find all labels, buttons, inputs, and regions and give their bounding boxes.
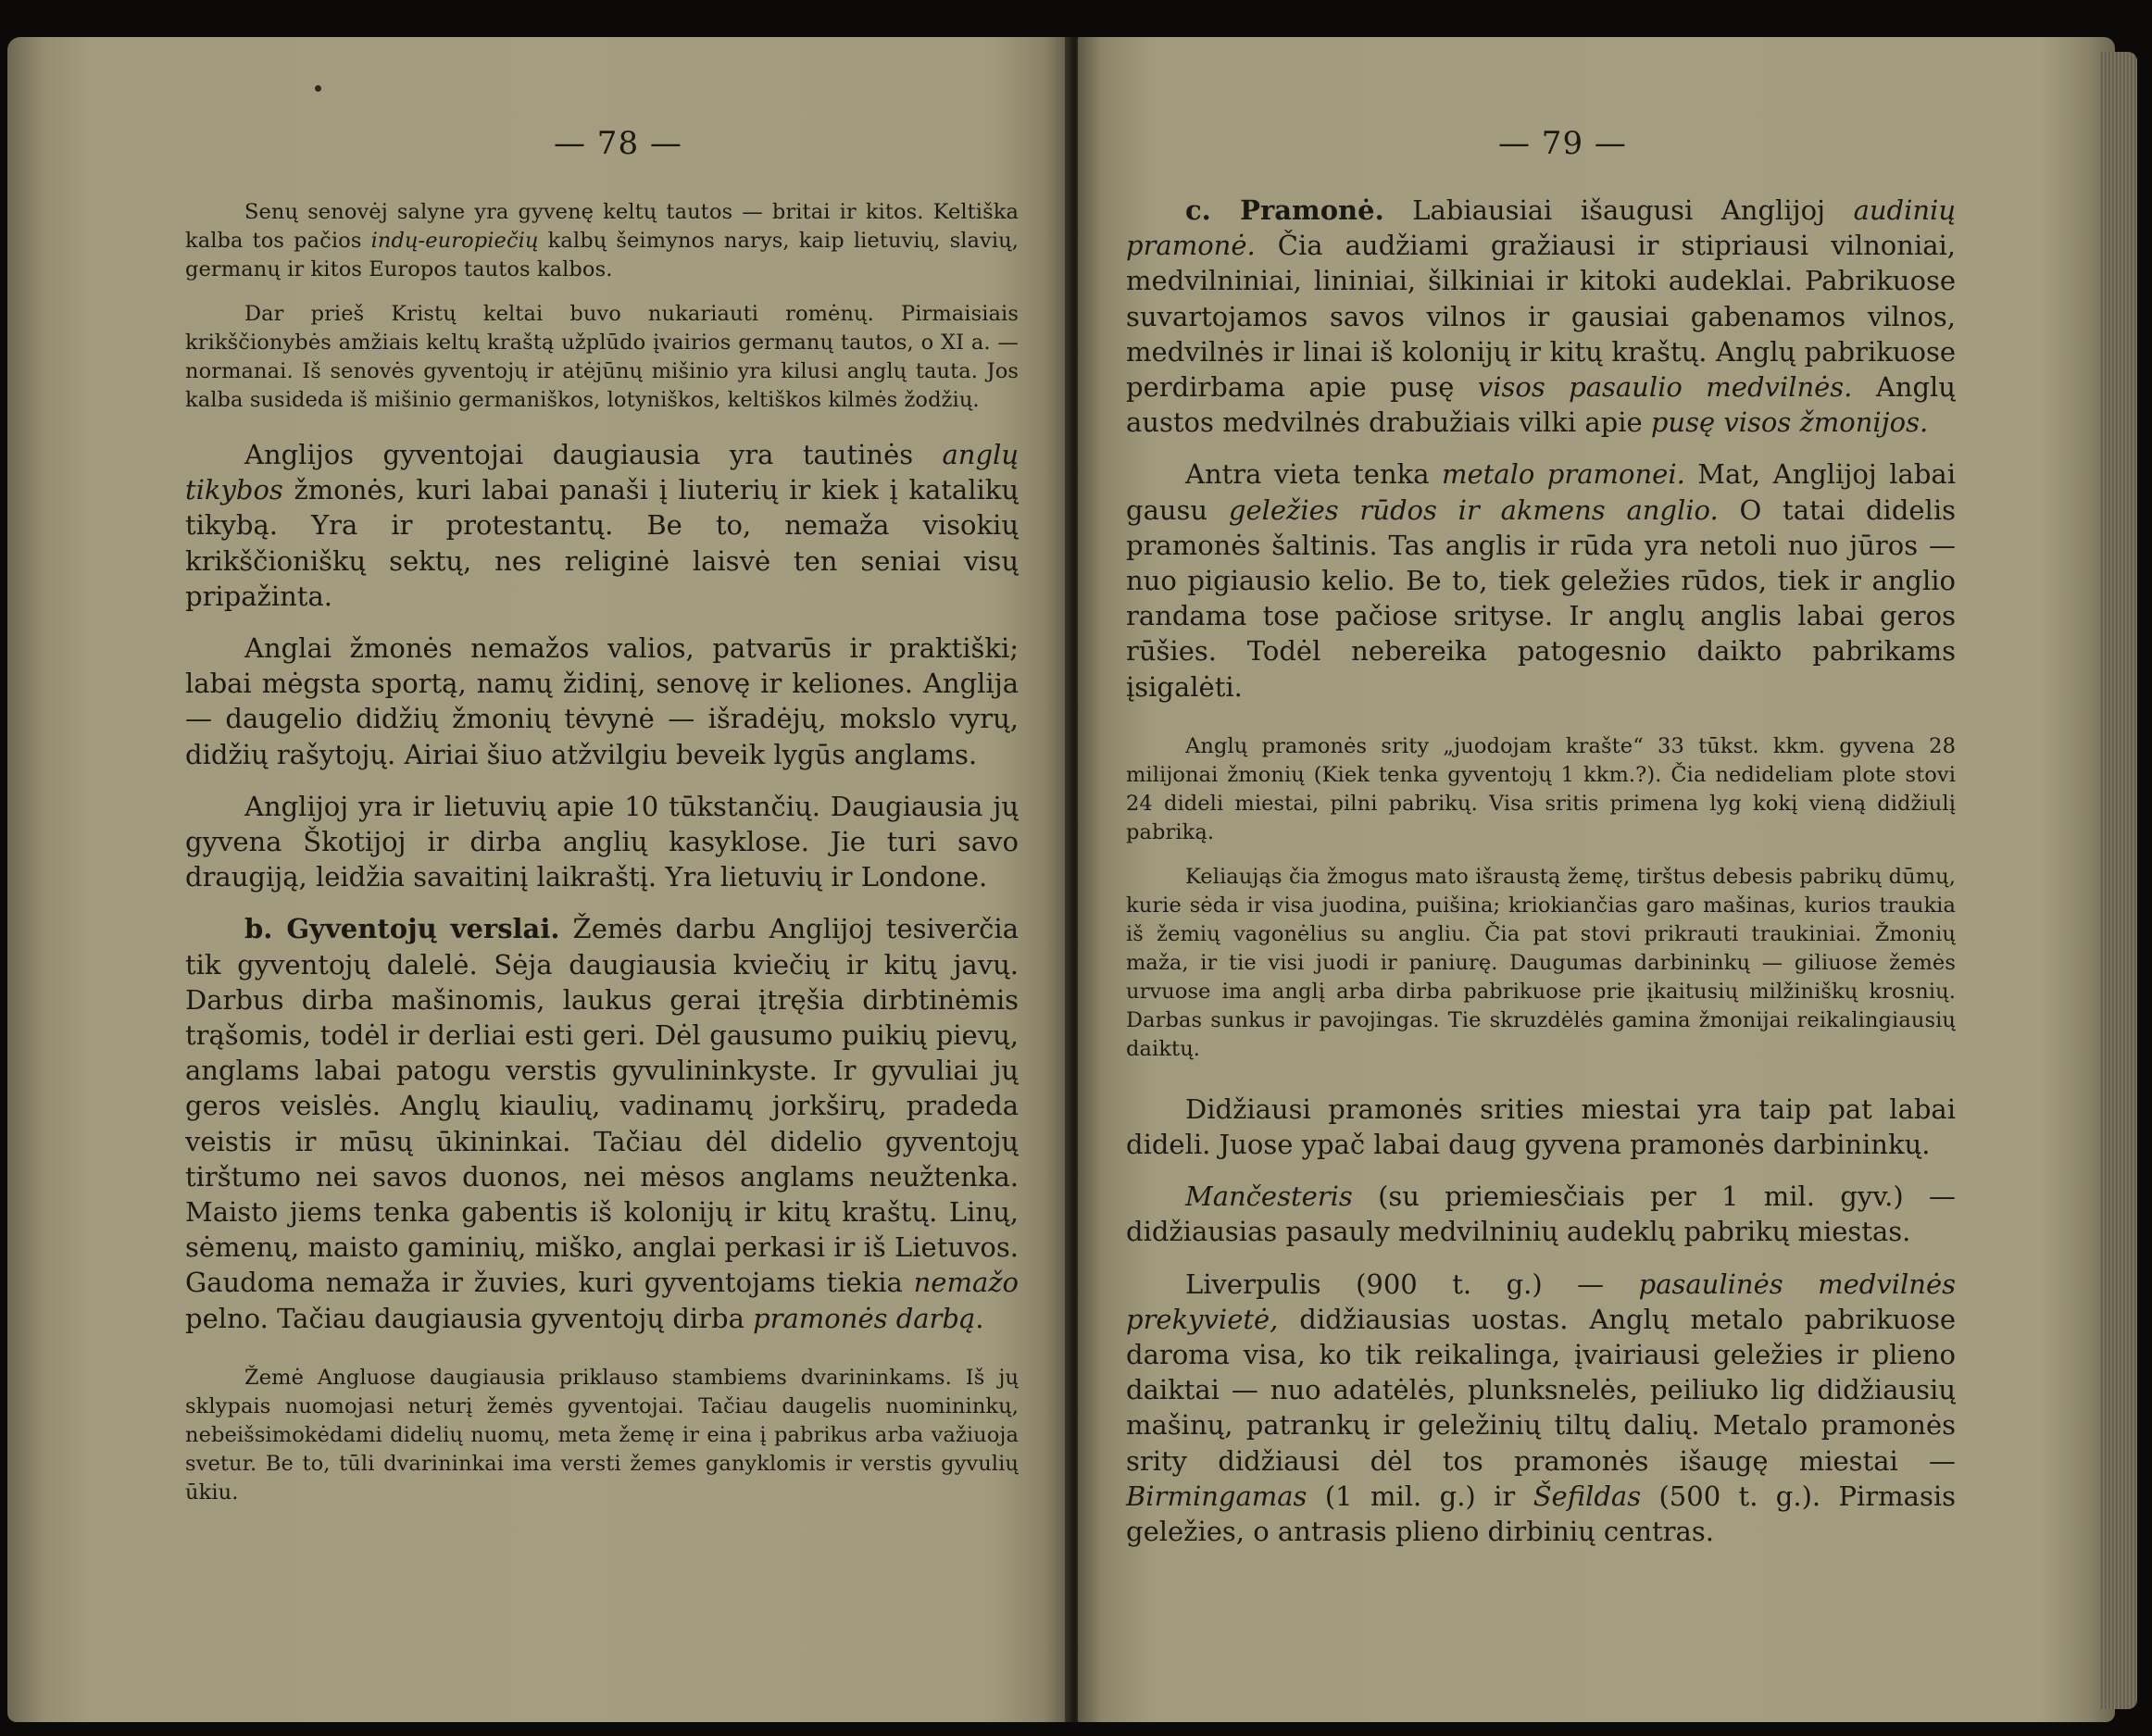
paragraph: Anglijos gyventojai daugiausia yra tautinės anglų tikybos žmonės, kuri labai panaši į liuterių ir kiek į katalikų tikybą. Yra ir protestantų. Be to, nemaža visokių krikščioniškų sektų, nes religinė laisvė ten seniai visų pripažinta.: [185, 439, 1019, 612]
paragraph: Didžiausi pramonės srities miestai yra taip pat labai dideli. Juose ypač labai daug gyvena pramonės darbininkų.: [1126, 1093, 1956, 1161]
paragraph: Liverpulis (900 t. g.) — pasaulinės medvilnės prekyvietė, didžiausias uostas. Anglų metalo pabrikuose daroma visa, ko tik reikalinga, įvairiausi geležies ir plieno daiktai — nuo adatėlės, plunksnelės, peiliuko lig didžiausių mašinų, patrankų ir geležinių tiltų dalių. Metalo pramonės srity didžiausi dėl tos pramonės išaugę miestai — Birmingamas (1 mil. g.) ir Šefildas (500 t. g.). Pirmasis geležies, o antrasis plieno dirbinių centras.: [1126, 1268, 1956, 1548]
paragraph-small: Anglų pramonės srity „juodojam krašte“ 33 tūkst. kkm. gyvena 28 milijonai žmonių (Kiek tenka gyventojų 1 kkm.?). Čia nedideliam plote stovi 24 dideli miestai, pilni pabrikų. Visa sritis primena lyg kokį vieną didžiulį pabriką.: [1126, 733, 1956, 844]
paragraph: Antra vieta tenka metalo pramonei. Mat, Anglijoj labai gausu geležies rūdos ir akmens anglio. O tatai didelis pramonės šaltinis. Tas anglis ir rūda yra netoli nuo jūros — nuo pigiausio kelio. Be to, tiek geležies rūdos, tiek ir anglio randama tose pačiose srityse. Ir anglų anglis labai geros rūšies. Todėl nebereika patogesnio daikto pabrikams įsigalėti.: [1126, 458, 1956, 703]
paragraph-small: Keliaująs čia žmogus mato išraustą žemę, tirštus debesis pabrikų dūmų, kurie sėda ir visa juodina, puišina; kriokiančias garo mašinas, kurios traukia iš žemių vagonėlius su angliu. Čia pat stovi prikrauti traukiniai. Žmonių maža, ir tie visi juodi ir paniurę. Daugumas darbininkų — giliuose žemės urvuose ima anglį arba dirba pabrikuose prie įkaitusių milžiniškų krosnių. Darbas sunkus ir pavojingas. Tie skruzdėlės gamina žmonijai reikalingiausių daiktų.: [1126, 864, 1956, 1061]
right-text-column: [1126, 193, 1956, 1549]
page-edges: [2100, 52, 2137, 1709]
left-page: [7, 37, 1070, 1722]
page-number: — 78 —: [554, 125, 682, 162]
paragraph-small: Žemė Angluose daugiausia priklauso stambiems dvarininkams. Iš jų sklypais nuomojasi neturį žemės gyventojai. Tačiau daugelis nuomininkų, nebeišsimokėdami didelių nuomų, meta žemę ir eina į pabrikus arba važiuoja svetur. Be to, tūli dvarininkai ima versti žemes ganyklomis ir verstis gyvulių ūkiu.: [185, 1365, 1019, 1505]
paragraph: Anglai žmonės nemažos valios, patvarūs ir praktiški; labai mėgsta sportą, namų židinį, senovę ir keliones. Anglija — daugelio didžių žmonių tėvynė — išradėjų, mokslo vyrų, didžių rašytojų. Airiai šiuo atžvilgiu beveik lygūs anglams.: [185, 632, 1019, 770]
paragraph: Mančesteris (su priemiesčiais per 1 mil. gyv.) — didžiausias pasauly medvilninių audeklų pabrikų miestas.: [1126, 1180, 1956, 1248]
paragraph: Anglijoj yra ir lietuvių apie 10 tūkstančių. Daugiausia jų gyvena Škotijoj ir dirba anglių kasyklose. Jie turi savo draugiją, leidžia savaitinį laikraštį. Yra lietuvių ir Londone.: [185, 790, 1019, 893]
section-heading: c. Pramonė.: [1185, 194, 1384, 226]
ink-speck: [315, 85, 321, 92]
paragraph-small: Dar prieš Kristų keltai buvo nukariauti romėnų. Pirmaisiais krikščionybės amžiais keltų kraštą užplūdo įvairios germanų tautos, o XI a. — normanai. Iš senovės gyventojų ir atėjūnų mišinio yra kilusi anglų tauta. Jos kalba susideda iš mišinio germaniškos, lotyniškos, keltiškos kilmės žodžių.: [185, 302, 1019, 412]
section-heading: b. Gyventojų verslai.: [244, 913, 560, 945]
paragraph: c. Pramonė. Labiausiai išaugusi Anglijoj audinių pramonė. Čia audžiami gražiausi ir stipriausi vilnoniai, medvilniniai, lininiai, šilkiniai ir kitoki audeklai. Pabrikuose suvartojamos savos vilnos ir gausiai gabenamos vilnos, medvilnės ir linai iš kolonijų ir kitų kraštų. Anglų pabrikuose perdirbama apie pusę visos pasaulio medvilnės. Anglų austos medvilnės drabužiais vilki apie pusę visos žmonijos.: [1126, 194, 1957, 439]
page-number: — 79 —: [1498, 125, 1627, 162]
left-text-column: [185, 198, 1019, 1507]
paragraph-small: Senų senovėj salyne yra gyvenę keltų tautos — britai ir kitos. Keltiška kalba tos pačios indų-europiečių kalbų šeimynos narys, kaip lietuvių, slavių, germanų ir kitos Europos tautos kalbos.: [185, 200, 1019, 281]
right-page: [1078, 37, 2115, 1722]
paragraph: b. Gyventojų verslai. Žemės darbu Anglijoj tesiverčia tik gyventojų dalelė. Sėja daugiausia kviečių ir kitų javų. Darbus dirba mašinomis, laukus gerai įtręšia dirbtinėmis trąšomis, todėl ir derliai esti geri. Dėl gausumo puikių pievų, anglams labai patogu verstis gyvulininkyste. Ir gyvuliai jų geros veislės. Anglų kiaulių, vadinamų jorkširų, pradeda veistis ir mūsų ūkininkai. Tačiau dėl didelio gyventojų tirštumo nei savos duonos, nei mėsos anglams neužtenka. Maisto jiems tenka gabentis iš kolonijų ir kitų kraštų. Linų, sėmenų, maisto gaminių, miško, anglai perkasi ir iš Lietuvos. Gaudoma nemaža ir žuvies, kuri gyventojams tiekia nemažo pelno. Tačiau daugiausia gyventojų dirba pramonės darbą.: [185, 913, 1019, 1334]
